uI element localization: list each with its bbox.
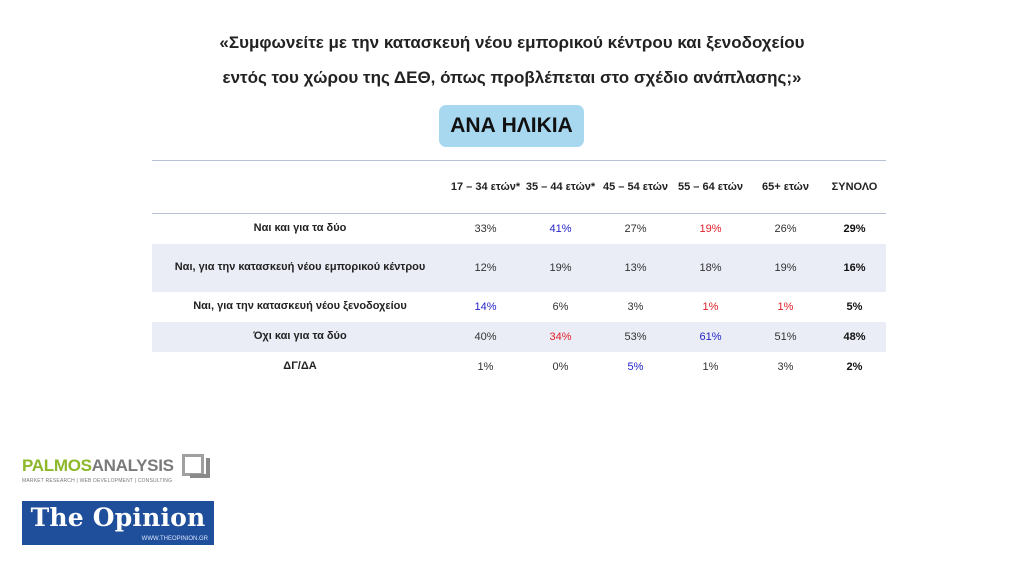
palmos-tagline: MARKET RESEARCH | WEB DEVELOPMENT | CONSULTING [22, 478, 173, 484]
value-cell: 27% [624, 222, 647, 235]
the-opinion-logo-text: The Opinion [30, 503, 206, 532]
table-row [152, 214, 886, 244]
row-label: Ναι, για την κατασκευή νέου εμπορικού κέντρου [152, 244, 448, 292]
total-cell: 2% [846, 360, 863, 373]
value-cell: 3% [777, 360, 794, 373]
table-row [152, 352, 886, 382]
value-cell: 19% [748, 244, 823, 292]
value-cell: 19% [523, 244, 598, 292]
table-header-row [152, 161, 886, 214]
palmos-square-shadow-icon [190, 458, 210, 478]
palmos-logo-text-a: PALMOS [22, 456, 92, 475]
value-cell: 61% [673, 322, 748, 352]
palmos-logo-text-b: ANALYSIS [91, 456, 174, 475]
palmos-analysis-logo [22, 456, 214, 490]
value-cell: 1% [477, 360, 494, 373]
value-cell: 41% [549, 222, 572, 235]
header-age-45-54: 45 – 54 ετών [598, 161, 673, 214]
value-cell: 3% [627, 300, 644, 313]
survey-question-line-1: «Συμφωνείτε με την κατασκευή νέου εμπορικού κέντρου και ξενοδοχείου [219, 33, 805, 52]
value-cell: 18% [673, 244, 748, 292]
header-age-17-34: 17 – 34 ετών* [448, 161, 523, 214]
header-age-65-plus: 65+ ετών [748, 161, 823, 214]
value-cell: 5% [627, 360, 644, 373]
survey-question-line-2: εντός του χώρου της ΔΕΘ, όπως προβλέπεται στο σχέδιο ανάπλασης;» [222, 68, 802, 87]
row-label: ΔΓ/ΔΑ [283, 360, 317, 372]
row-label: Ναι και για τα δύο [253, 222, 347, 235]
value-cell: 1% [777, 300, 794, 313]
value-cell: 40% [448, 322, 523, 352]
value-cell: 51% [748, 322, 823, 352]
value-cell: 33% [474, 222, 497, 235]
table-row [152, 322, 886, 352]
results-table [152, 160, 886, 382]
the-opinion-website: WWW.THEOPINION.GR [141, 536, 208, 542]
header-age-55-64: 55 – 64 ετών [673, 161, 748, 214]
the-opinion-logo [22, 501, 214, 545]
header-empty-cell [152, 161, 448, 214]
value-cell: 13% [598, 244, 673, 292]
total-cell: 29% [843, 222, 866, 235]
total-cell: 16% [823, 244, 886, 292]
total-cell: 5% [846, 300, 863, 313]
table-row [152, 292, 886, 322]
table-row [152, 244, 886, 292]
value-cell: 26% [774, 222, 797, 235]
row-label: Ναι, για την κατασκευή νέου ξενοδοχείου [193, 300, 407, 312]
value-cell: 6% [552, 300, 569, 313]
value-cell: 34% [523, 322, 598, 352]
header-age-35-44: 35 – 44 ετών* [523, 161, 598, 214]
value-cell: 1% [702, 300, 719, 313]
total-cell: 48% [823, 322, 886, 352]
value-cell: 12% [448, 244, 523, 292]
value-cell: 1% [702, 360, 719, 373]
value-cell: 19% [699, 222, 722, 235]
value-cell: 0% [552, 360, 569, 373]
age-breakdown-badge: ΑΝΑ ΗΛΙΚΙΑ [439, 105, 584, 147]
value-cell: 53% [598, 322, 673, 352]
value-cell: 14% [474, 300, 497, 313]
row-label: Όχι και για τα δύο [152, 322, 448, 352]
header-total: ΣΥΝΟΛΟ [823, 161, 886, 214]
